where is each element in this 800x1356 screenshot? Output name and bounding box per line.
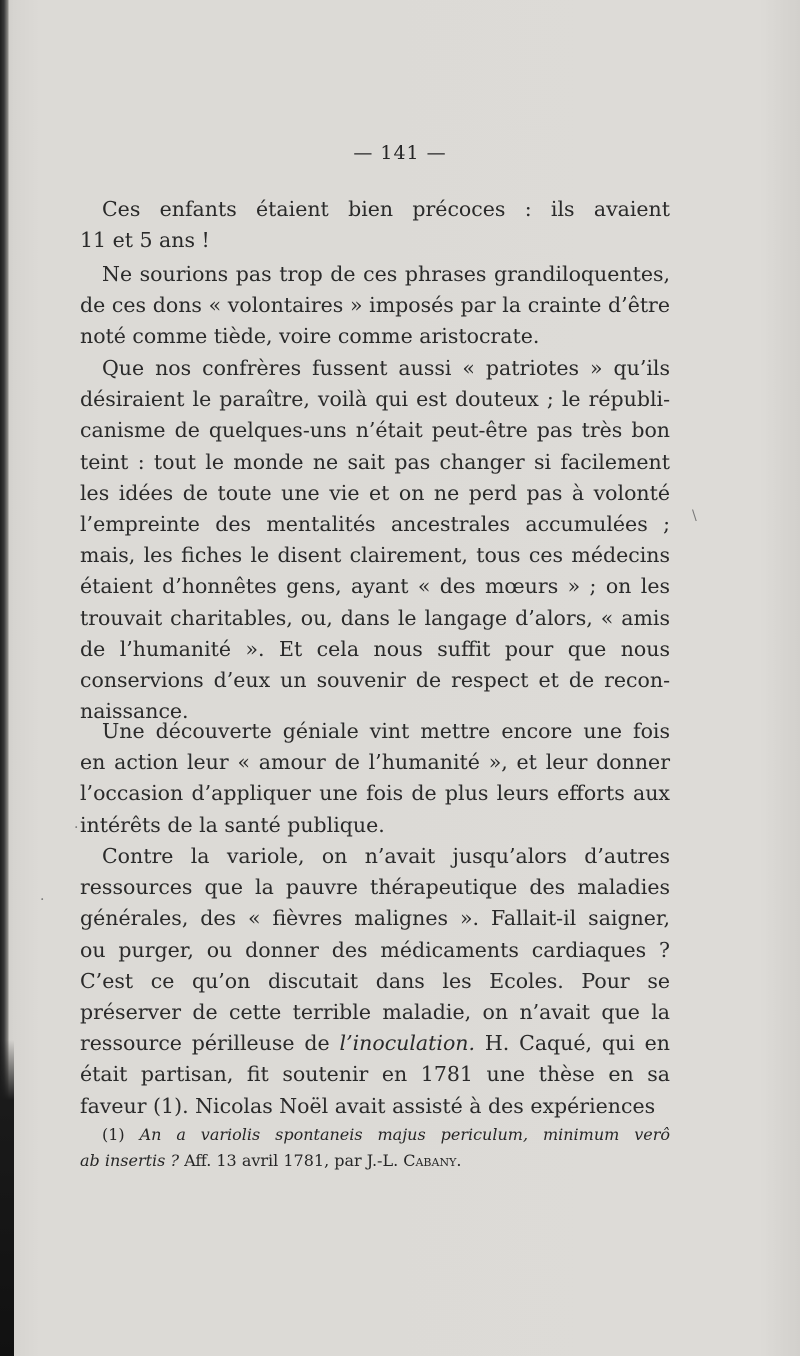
text-line: Une découverte géniale vint mettre encore une fois	[102, 719, 670, 743]
italic-term: l’inoculation.	[339, 1031, 476, 1056]
footnote	[80, 1122, 670, 1174]
text-line: Que nos confrères fussent aussi « patriotes » qu’ils	[102, 356, 670, 380]
footnote-reference: Aff. 13 avril 1781, par J.-L.	[179, 1151, 404, 1170]
text-line: Ne sourions pas trop de ces phrases grandiloquentes,	[102, 262, 670, 286]
footnote-latin-title: An a variolis spontaneis majus periculum, minimum verô	[139, 1125, 671, 1144]
text-line: ressources que la pauvre thérapeutique des maladies	[80, 875, 670, 900]
paper-speck: ·	[40, 892, 45, 908]
text-line: C’est ce qu’on discutait dans les Ecoles. Pour se	[80, 968, 670, 993]
text-line: de l’humanité ». Et cela nous suffit pour que nous	[80, 636, 670, 661]
text-line: était partisan, fit soutenir en 1781 une thèse en sa	[80, 1062, 670, 1087]
text-line: mais, les fiches le disent clairement, tous ces médecins	[80, 543, 670, 568]
page-number: — 141 —	[353, 142, 447, 164]
text-line: désiraient le paraître, voilà qui est douteux ; le républi-	[80, 387, 670, 412]
text-line: ou purger, ou donner des médicaments cardiaques ?	[80, 937, 670, 962]
text-line: Ces enfants étaient bien précoces : ils avaient	[102, 197, 670, 221]
text-line: faveur (1). Nicolas Noël avait assisté à des expériences	[80, 1093, 656, 1118]
paper-speck: ·	[74, 820, 79, 836]
text-line: canisme de quelques-uns n’était peut-être pas très bon	[80, 418, 670, 443]
text-line: préserver de cette terrible maladie, on n’avait que la	[80, 999, 670, 1024]
text-line-with-italic	[80, 1028, 670, 1059]
text-line: Contre la variole, on n’avait jusqu’alors d’autres	[102, 844, 670, 868]
text-line: étaient d’honnêtes gens, ayant « des mœurs » ; on les	[80, 574, 670, 599]
text-line: 11 et 5 ans !	[80, 228, 210, 253]
text-line: teint : tout le monde ne sait pas changer si facilement	[80, 449, 670, 474]
text-line: l’empreinte des mentalités ancestrales accumulées ;	[80, 511, 670, 536]
footnote-latin-title-end: ab insertis ?	[80, 1151, 180, 1170]
text-line: l’occasion d’appliquer une fois de plus leurs efforts aux	[80, 781, 670, 806]
book-binding-edge	[0, 1040, 14, 1356]
footnote-end: .	[456, 1151, 462, 1170]
paragraph-4	[80, 716, 670, 841]
paragraph-5	[80, 841, 670, 1122]
paragraph-3	[80, 353, 670, 727]
paper-speck: \	[692, 508, 697, 524]
text-line: trouvait charitables, ou, dans le langage d’alors, « amis	[80, 605, 670, 630]
text-run: H. Caqué, qui en	[475, 1031, 670, 1056]
text-line: les idées de toute une vie et on ne perd pas à volonté	[80, 480, 670, 505]
footnote-marker: (1)	[102, 1125, 140, 1144]
text-line: en action leur « amour de l’humanité », et leur donner	[80, 750, 670, 775]
footnote-line	[80, 1148, 670, 1174]
text-line: de ces dons « volontaires » imposés par la crainte d’être	[80, 293, 670, 318]
text-line: naissance.	[80, 699, 189, 724]
text-run: ressource périlleuse de	[80, 1031, 340, 1056]
paragraph-1	[80, 194, 670, 256]
paragraph-2	[80, 259, 670, 353]
footnote-line	[80, 1122, 670, 1148]
footnote-author: Cabany	[403, 1151, 457, 1170]
text-line: conservions d’eux un souvenir de respect et de recon-	[80, 667, 670, 692]
text-line: noté comme tiède, voire comme aristocrate.	[80, 324, 540, 349]
text-line: générales, des « fièvres malignes ». Fallait-il saigner,	[80, 906, 670, 931]
text-line: intérêts de la santé publique.	[80, 812, 385, 837]
